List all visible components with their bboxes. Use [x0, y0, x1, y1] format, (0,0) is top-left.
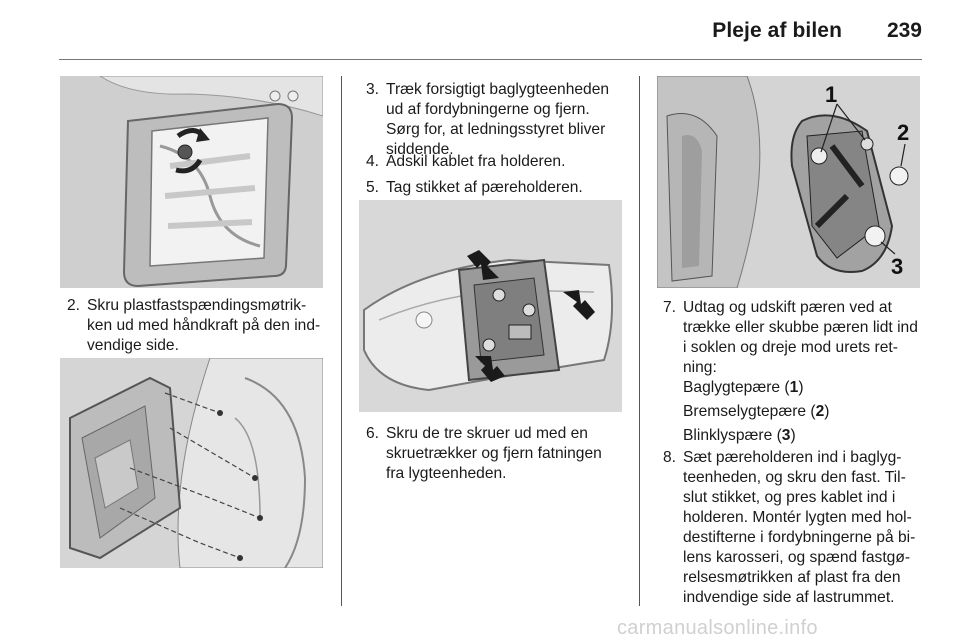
step-text-line: skruetrækker og fjern fatningen — [386, 445, 602, 462]
step-text-line: ken ud med håndkraft på den ind- — [87, 317, 321, 334]
step-text-line: Træk forsigtigt baglygteenheden — [386, 81, 610, 98]
step-text-line: destifterne i fordybningerne på bi- — [683, 529, 916, 546]
step-8 — [663, 448, 953, 608]
figure-nut-removal — [60, 76, 323, 288]
step-text-line: ning: — [683, 359, 717, 376]
step-text-line: relsesmøtrikken af plast fra den — [683, 569, 901, 586]
step-text-line: Sæt pæreholderen ind i baglyg- — [683, 449, 902, 466]
step-number: 8. — [663, 449, 677, 466]
page-header — [0, 0, 960, 62]
page-title: Pleje af bilen — [712, 19, 842, 42]
step-text-line: trække eller skubbe pæren lidt ind — [683, 319, 918, 336]
bulb-label-3: 3 — [891, 254, 904, 279]
step-text-line: slut stikket, og pres kablet ind i — [683, 489, 896, 506]
step-text-line: Skru de tre skruer ud med en — [386, 425, 588, 442]
figure-screw-removal — [359, 200, 622, 412]
step-text-line: fra lygteenheden. — [386, 465, 507, 482]
step-text-line: vendige side. — [87, 337, 179, 354]
bulb-label-2: 2 — [897, 120, 910, 145]
column-divider-1 — [341, 76, 342, 606]
bulb-label-1: 1 — [825, 82, 838, 107]
step-number: 2. — [67, 297, 81, 314]
step-text-line: teenheden, og skru den fast. Til- — [683, 469, 906, 486]
step-text-line: lens karosseri, og spænd fastgø- — [683, 549, 911, 566]
step-3 — [366, 80, 638, 160]
bulb-item-brake: Bremselygtepære (2) — [683, 403, 830, 420]
bulb-item-indicator: Blinklyspære (3) — [683, 427, 796, 444]
step-text-line: indvendige side af lastrummet. — [683, 589, 895, 606]
page-number: 239 — [886, 19, 922, 42]
figure-bulb-holder — [657, 76, 920, 288]
step-6 — [366, 424, 638, 484]
column-divider-2 — [639, 76, 640, 606]
step-text-line: Adskil kablet fra holderen. — [386, 153, 566, 170]
bulb-item-tail: Baglygtepære (1) — [683, 379, 804, 396]
step-number: 4. — [366, 153, 380, 170]
step-text-line: ud af fordybningerne og fjern. — [386, 101, 590, 118]
step-text-line: Tag stikket af pæreholderen. — [386, 179, 583, 196]
step-text-line: Udtag og udskift pæren ved at — [683, 299, 892, 316]
step-text-line: Sørg for, at ledningsstyret bliver — [386, 121, 606, 138]
watermark: carmanualsonline.info — [617, 617, 818, 639]
step-number: 6. — [366, 425, 380, 442]
step-text-line: siddende. — [386, 141, 454, 158]
step-text-line: holderen. Montér lygten med hol- — [683, 509, 912, 526]
step-7 — [663, 298, 953, 378]
step-text-line: i soklen og dreje mod urets ret- — [683, 339, 898, 356]
step-text-line: Skru plastfastspændingsmøtrik- — [87, 297, 307, 314]
step-4 — [366, 152, 638, 172]
step-2 — [67, 296, 339, 356]
step-number: 7. — [663, 299, 677, 316]
header-divider — [59, 59, 922, 60]
step-number: 3. — [366, 81, 380, 98]
step-number: 5. — [366, 179, 380, 196]
step-5 — [366, 178, 638, 198]
figure-lamp-removal — [60, 358, 323, 568]
